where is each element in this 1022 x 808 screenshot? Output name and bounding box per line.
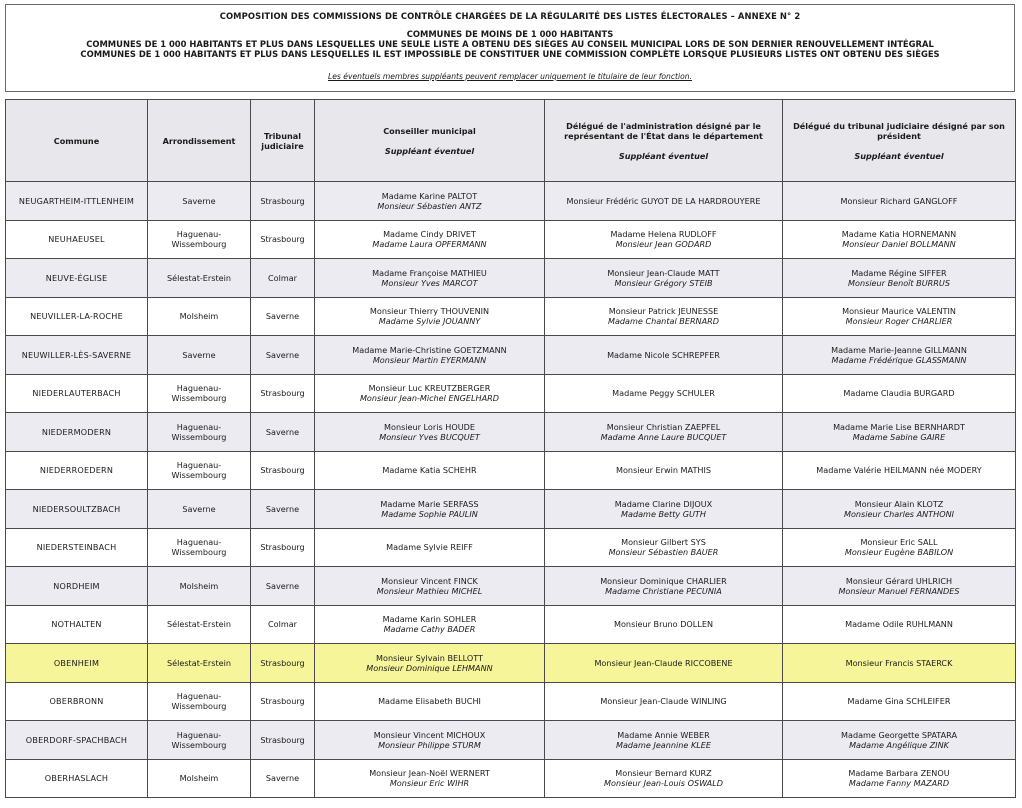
substitute-name: Monsieur Eugène BABILON — [844, 547, 954, 558]
tribunal-cell: Saverne — [251, 297, 315, 336]
titular-name: Madame Cindy DRIVET — [383, 229, 476, 240]
substitute-name: Monsieur Benoît BURRUS — [848, 277, 950, 288]
arrondissement-cell: Saverne — [148, 336, 251, 375]
header-note: Les éventuels membres suppléants peuvent remplacer uniquement le titulaire de leur fonction. — [328, 72, 692, 81]
titular-name: Madame Valérie HEILMANN née MODERY — [816, 465, 982, 476]
admin-delegate-cell — [545, 721, 783, 760]
tj-delegate-cell — [783, 567, 1016, 606]
titular-name: Monsieur Patrick JEUNESSE — [608, 306, 719, 317]
table-row — [6, 567, 1016, 606]
table-row — [6, 644, 1016, 683]
titular-name: Monsieur Vincent FINCK — [381, 575, 478, 586]
arrondissement-cell: Haguenau-Wissembourg — [148, 682, 251, 721]
table-row — [6, 336, 1016, 375]
table-row — [6, 297, 1016, 336]
admin-delegate-cell — [545, 567, 783, 606]
titular-name: Monsieur Eric SALL — [860, 537, 938, 548]
table-row — [6, 220, 1016, 259]
header-line-1: COMMUNES DE MOINS DE 1 000 HABITANTS — [406, 29, 614, 39]
header-line-3: COMMUNES DE 1 000 HABITANTS ET PLUS DANS LESQUELLES IL EST IMPOSSIBLE DE CONSTITUER UNE COMMISSION COMPLÈTE LORSQUE PLUSIEURS LISTES ONT OBTENU DES SIÈGES — [80, 49, 940, 59]
admin-delegate-cell — [545, 644, 783, 683]
titular-name: Monsieur Erwin MATHIS — [616, 465, 711, 476]
arrondissement-cell: Sélestat-Erstein — [148, 259, 251, 298]
col-header-arrondissement: Arrondissement — [148, 100, 251, 182]
titular-name: Monsieur Frédéric GUYOT DE LA HARDROUYERE — [566, 195, 761, 206]
commune-cell: OBERBRONN — [6, 682, 148, 721]
conseiller-cell — [315, 721, 545, 760]
substitute-name: Monsieur Yves BUCQUET — [379, 431, 480, 442]
titular-name: Monsieur Loris HOUDE — [384, 421, 475, 432]
col-header-admin-sub: Suppléant éventuel — [618, 150, 709, 161]
arrondissement-cell: Haguenau-Wissembourg — [148, 374, 251, 413]
table-row — [6, 759, 1016, 798]
titular-name: Monsieur Gilbert SYS — [621, 537, 706, 548]
col-header-admin-label: Délégué de l'administration désigné par le représentant de l'État dans le département — [564, 120, 763, 141]
substitute-name: Madame Frédérique GLASSMANN — [831, 354, 967, 365]
table-row — [6, 682, 1016, 721]
titular-name: Madame Nicole SCHREPFER — [607, 349, 720, 360]
substitute-name: Monsieur Sébastien ANTZ — [377, 200, 482, 211]
tribunal-cell: Colmar — [251, 605, 315, 644]
titular-name: Madame Clarine DIJOUX — [614, 498, 713, 509]
table-body — [6, 182, 1016, 798]
commune-cell: NEUGARTHEIM-ITTLENHEIM — [6, 182, 148, 221]
conseiller-cell — [315, 336, 545, 375]
commune-cell: OBENHEIM — [6, 644, 148, 683]
titular-name: Madame Régine SIFFER — [851, 267, 947, 278]
titular-name: Madame Karin SOHLER — [382, 614, 477, 625]
titular-name: Madame Elisabeth BUCHI — [378, 696, 481, 707]
conseiller-cell — [315, 528, 545, 567]
substitute-name: Monsieur Daniel BOLLMANN — [842, 239, 956, 250]
arrondissement-cell: Molsheim — [148, 567, 251, 606]
titular-name: Madame Barbara ZENOU — [848, 768, 950, 779]
arrondissement-cell: Sélestat-Erstein — [148, 605, 251, 644]
tj-delegate-cell — [783, 490, 1016, 529]
conseiller-cell — [315, 413, 545, 452]
substitute-name: Monsieur Roger CHARLIER — [845, 316, 953, 327]
table-row — [6, 451, 1016, 490]
tribunal-cell: Colmar — [251, 259, 315, 298]
tj-delegate-cell — [783, 182, 1016, 221]
tj-delegate-cell — [783, 374, 1016, 413]
col-header-conseiller-sub: Suppléant éventuel — [384, 145, 475, 156]
conseiller-cell — [315, 259, 545, 298]
col-header-conseiller-label: Conseiller municipal — [383, 125, 476, 136]
titular-name: Madame Helena RUDLOFF — [610, 229, 717, 240]
commune-cell: NIEDERROEDERN — [6, 451, 148, 490]
tj-delegate-cell — [783, 759, 1016, 798]
titular-name: Monsieur Sylvain BELLOTT — [376, 652, 483, 663]
tribunal-cell: Saverne — [251, 490, 315, 529]
table-row — [6, 259, 1016, 298]
admin-delegate-cell — [545, 336, 783, 375]
commune-cell: NIEDERSTEINBACH — [6, 528, 148, 567]
col-header-tj-label: Délégué du tribunal judiciaire désigné par son président — [793, 120, 1005, 141]
tj-delegate-cell — [783, 644, 1016, 683]
col-header-tribunal: Tribunal judiciaire — [251, 100, 315, 182]
substitute-name: Madame Chantal BERNARD — [607, 316, 720, 327]
table-row — [6, 490, 1016, 529]
titular-name: Monsieur Vincent MICHOUX — [373, 729, 486, 740]
tj-delegate-cell — [783, 297, 1016, 336]
col-header-admin — [545, 100, 783, 182]
tj-delegate-cell — [783, 605, 1016, 644]
titular-name: Madame Katia SCHEHR — [382, 465, 477, 476]
commune-cell: NIEDERMODERN — [6, 413, 148, 452]
admin-delegate-cell — [545, 413, 783, 452]
col-header-tj — [783, 100, 1016, 182]
substitute-name: Madame Sabine GAIRE — [852, 431, 946, 442]
conseiller-cell — [315, 451, 545, 490]
tribunal-cell: Strasbourg — [251, 721, 315, 760]
titular-name: Monsieur Bernard KURZ — [615, 768, 712, 779]
conseiller-cell — [315, 682, 545, 721]
arrondissement-cell: Haguenau-Wissembourg — [148, 220, 251, 259]
substitute-name: Monsieur Jean-Michel ENGELHARD — [359, 393, 500, 404]
col-header-tj-sub: Suppléant éventuel — [854, 150, 944, 161]
substitute-name: Madame Sophie PAULIN — [381, 508, 478, 519]
substitute-name: Monsieur Manuel FERNANDES — [838, 585, 960, 596]
admin-delegate-cell — [545, 182, 783, 221]
substitute-name: Monsieur Yves MARCOT — [381, 277, 478, 288]
table-row — [6, 413, 1016, 452]
titular-name: Madame Karine PALTOT — [381, 190, 478, 201]
commune-cell: NEUVILLER-LA-ROCHE — [6, 297, 148, 336]
titular-name: Madame Marie-Christine GOETZMANN — [352, 344, 507, 355]
titular-name: Madame Peggy SCHULER — [612, 388, 715, 399]
substitute-name: Monsieur Charles ANTHONI — [843, 508, 955, 519]
arrondissement-cell: Haguenau-Wissembourg — [148, 413, 251, 452]
titular-name: Monsieur Jean-Noël WERNERT — [369, 768, 490, 779]
substitute-name: Madame Anne Laure BUCQUET — [600, 431, 727, 442]
substitute-name: Madame Angélique ZINK — [849, 739, 949, 750]
admin-delegate-cell — [545, 490, 783, 529]
admin-delegate-cell — [545, 259, 783, 298]
titular-name: Madame Claudia BURGARD — [843, 388, 955, 399]
tj-delegate-cell — [783, 336, 1016, 375]
substitute-name: Monsieur Mathieu MICHEL — [376, 585, 483, 596]
arrondissement-cell: Haguenau-Wissembourg — [148, 721, 251, 760]
titular-name: Madame Sylvie REIFF — [386, 542, 473, 553]
tribunal-cell: Strasbourg — [251, 682, 315, 721]
admin-delegate-cell — [545, 759, 783, 798]
tribunal-cell: Strasbourg — [251, 182, 315, 221]
substitute-name: Madame Betty GUTH — [621, 508, 706, 519]
admin-delegate-cell — [545, 374, 783, 413]
admin-delegate-cell — [545, 682, 783, 721]
table-row — [6, 374, 1016, 413]
titular-name: Monsieur Bruno DOLLEN — [614, 619, 713, 630]
table-row — [6, 721, 1016, 760]
tj-delegate-cell — [783, 528, 1016, 567]
tribunal-cell: Saverne — [251, 413, 315, 452]
substitute-name: Madame Fanny MAZARD — [848, 778, 950, 789]
substitute-name: Monsieur Grégory STEIB — [614, 277, 713, 288]
admin-delegate-cell — [545, 528, 783, 567]
arrondissement-cell: Molsheim — [148, 759, 251, 798]
tribunal-cell: Saverne — [251, 336, 315, 375]
titular-name: Madame Odile RUHLMANN — [845, 619, 953, 630]
commune-cell: NEUVE-ÉGLISE — [6, 259, 148, 298]
arrondissement-cell: Saverne — [148, 182, 251, 221]
substitute-name: Madame Cathy BADER — [383, 624, 476, 635]
tribunal-cell: Strasbourg — [251, 644, 315, 683]
commune-cell: OBERHASLACH — [6, 759, 148, 798]
substitute-name: Madame Laura OPFERMANN — [372, 239, 487, 250]
tj-delegate-cell — [783, 451, 1016, 490]
document-header — [5, 4, 1015, 92]
titular-name: Monsieur Jean-Claude RICCOBENE — [594, 657, 733, 668]
commune-cell: NOTHALTEN — [6, 605, 148, 644]
titular-name: Monsieur Thierry THOUVENIN — [369, 306, 490, 317]
commune-cell: NEUHAEUSEL — [6, 220, 148, 259]
commissions-table — [5, 99, 1016, 798]
tribunal-cell: Strasbourg — [251, 220, 315, 259]
admin-delegate-cell — [545, 605, 783, 644]
titular-name: Monsieur Luc KREUTZBERGER — [368, 383, 491, 394]
titular-name: Monsieur Jean-Claude WINLING — [600, 696, 727, 707]
admin-delegate-cell — [545, 220, 783, 259]
substitute-name: Monsieur Jean-Louis OSWALD — [604, 778, 723, 789]
admin-delegate-cell — [545, 297, 783, 336]
titular-name: Monsieur Christian ZAEPFEL — [606, 421, 721, 432]
titular-name: Monsieur Gérard UHLRICH — [845, 575, 953, 586]
tribunal-cell: Saverne — [251, 567, 315, 606]
table-row — [6, 605, 1016, 644]
substitute-name: Madame Jeannine KLEE — [615, 739, 712, 750]
conseiller-cell — [315, 374, 545, 413]
substitute-name: Madame Sylvie JOUANNY — [378, 316, 481, 327]
commune-cell: NEUWILLER-LÈS-SAVERNE — [6, 336, 148, 375]
titular-name: Madame Annie WEBER — [617, 729, 710, 740]
tribunal-cell: Strasbourg — [251, 528, 315, 567]
commune-cell: NIEDERSOULTZBACH — [6, 490, 148, 529]
titular-name: Monsieur Maurice VALENTIN — [842, 306, 956, 317]
substitute-name: Monsieur Sébastien BAUER — [608, 547, 719, 558]
titular-name: Madame Marie SERFASS — [380, 498, 479, 509]
conseiller-cell — [315, 567, 545, 606]
tj-delegate-cell — [783, 220, 1016, 259]
conseiller-cell — [315, 297, 545, 336]
commune-cell: NIEDERLAUTERBACH — [6, 374, 148, 413]
titular-name: Monsieur Dominique CHARLIER — [600, 575, 727, 586]
admin-delegate-cell — [545, 451, 783, 490]
conseiller-cell — [315, 490, 545, 529]
titular-name: Monsieur Francis STAERCK — [845, 657, 953, 668]
substitute-name: Monsieur Dominique LEHMANN — [366, 662, 493, 673]
tj-delegate-cell — [783, 682, 1016, 721]
substitute-name: Monsieur Jean GODARD — [615, 239, 712, 250]
conseiller-cell — [315, 605, 545, 644]
titular-name: Monsieur Alain KLOTZ — [854, 498, 944, 509]
titular-name: Madame Marie Lise BERNHARDT — [833, 421, 965, 432]
titular-name: Madame Marie-Jeanne GILLMANN — [831, 344, 967, 355]
arrondissement-cell: Haguenau-Wissembourg — [148, 528, 251, 567]
table-header-row — [6, 100, 1016, 182]
substitute-name: Monsieur Philippe STURM — [378, 739, 481, 750]
titular-name: Madame Gina SCHLEIFER — [847, 696, 951, 707]
tribunal-cell: Strasbourg — [251, 451, 315, 490]
tj-delegate-cell — [783, 413, 1016, 452]
titular-name: Madame Katia HORNEMANN — [841, 229, 957, 240]
conseiller-cell — [315, 759, 545, 798]
titular-name: Monsieur Jean-Claude MATT — [607, 267, 720, 278]
header-line-2: COMMUNES DE 1 000 HABITANTS ET PLUS DANS LESQUELLES UNE SEULE LISTE A OBTENU DES SIÈGES AU CONSEIL MUNICIPAL LORS DE SON DERNIER RENOUVELLEMENT INTÉGRAL — [86, 39, 934, 49]
tj-delegate-cell — [783, 721, 1016, 760]
col-header-conseiller — [315, 100, 545, 182]
table-row — [6, 528, 1016, 567]
substitute-name: Monsieur Eric WIHR — [389, 778, 470, 789]
substitute-name: Madame Christiane PECUNIA — [605, 585, 722, 596]
arrondissement-cell: Haguenau-Wissembourg — [148, 451, 251, 490]
conseiller-cell — [315, 220, 545, 259]
substitute-name: Monsieur Martin EYERMANN — [372, 354, 487, 365]
commune-cell: NORDHEIM — [6, 567, 148, 606]
arrondissement-cell: Saverne — [148, 490, 251, 529]
conseiller-cell — [315, 644, 545, 683]
commune-cell: OBERDORF-SPACHBACH — [6, 721, 148, 760]
arrondissement-cell: Sélestat-Erstein — [148, 644, 251, 683]
tribunal-cell: Saverne — [251, 759, 315, 798]
titular-name: Madame Françoise MATHIEU — [372, 267, 487, 278]
tribunal-cell: Strasbourg — [251, 374, 315, 413]
tj-delegate-cell — [783, 259, 1016, 298]
table-row — [6, 182, 1016, 221]
conseiller-cell — [315, 182, 545, 221]
titular-name: Madame Georgette SPATARA — [841, 729, 957, 740]
arrondissement-cell: Molsheim — [148, 297, 251, 336]
col-header-commune: Commune — [6, 100, 148, 182]
document-title: COMPOSITION DES COMMISSIONS DE CONTRÔLE CHARGÉES DE LA RÉGULARITÉ DES LISTES ÉLECTORALES – ANNEXE N° 2 — [219, 11, 801, 21]
titular-name: Monsieur Richard GANGLOFF — [840, 195, 958, 206]
